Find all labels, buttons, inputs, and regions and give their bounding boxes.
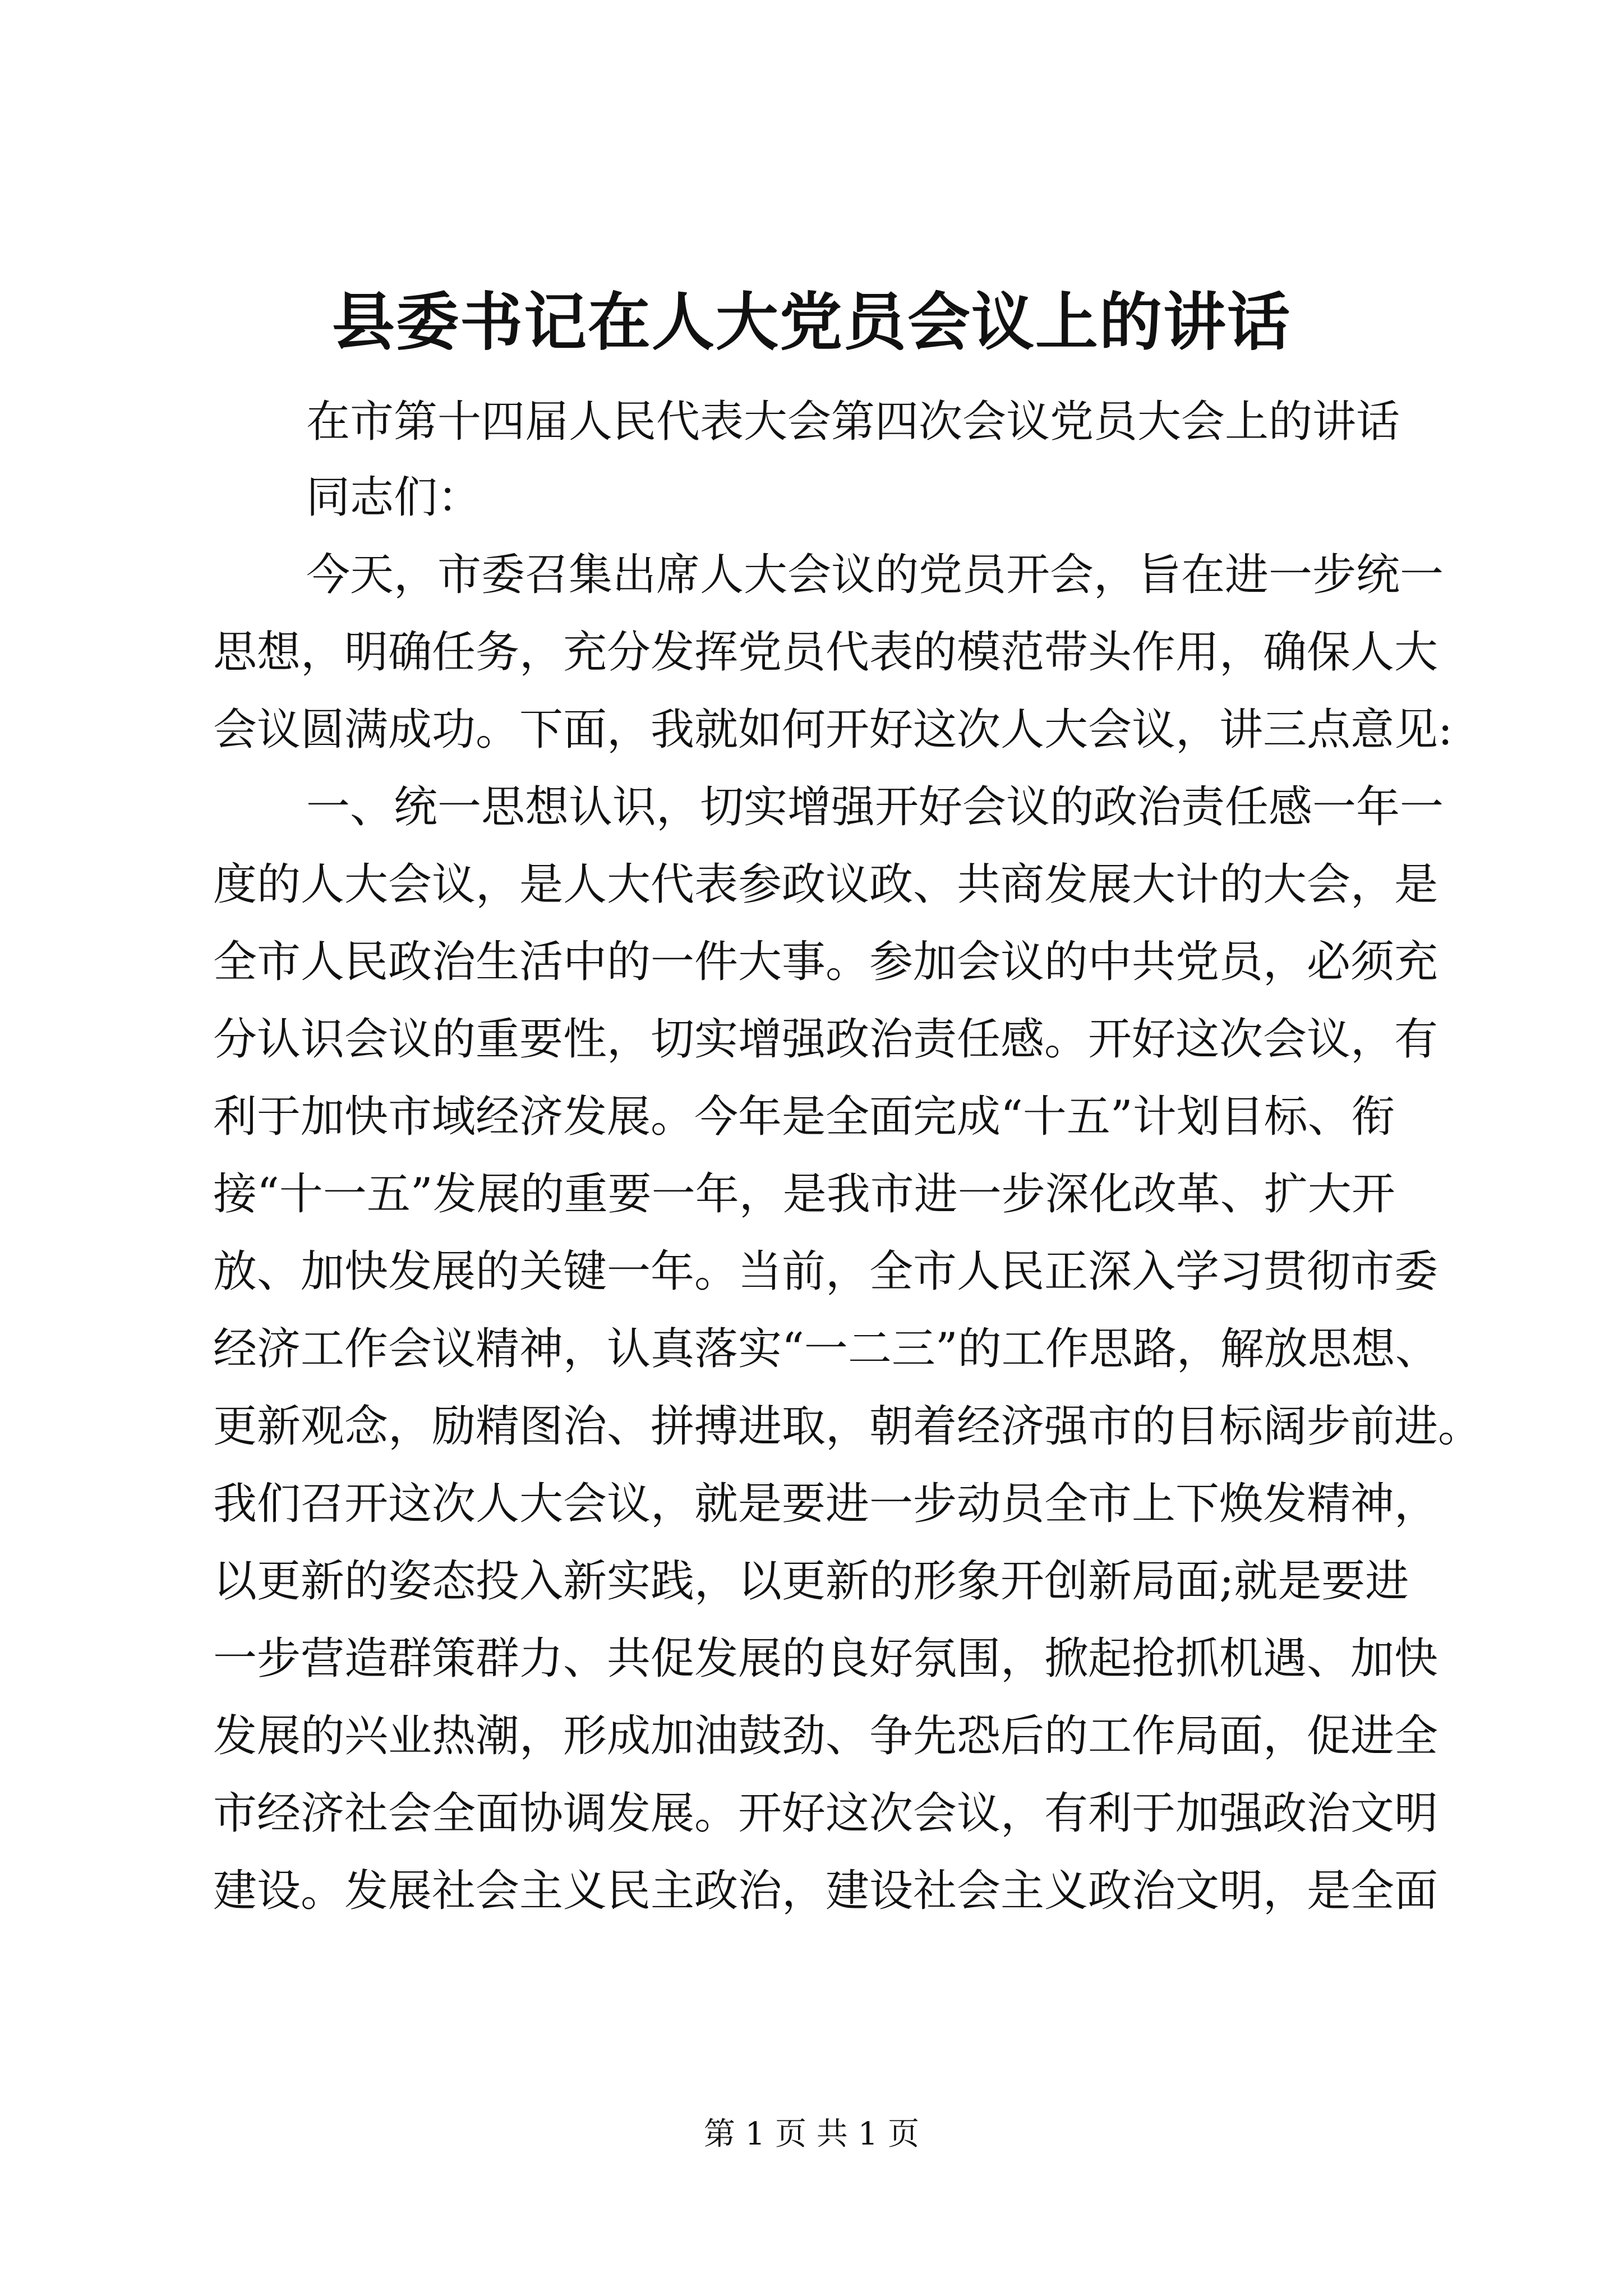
line-text: 接“十一五”发展的重要一年，是我市进一步深化改革、扩大开 (213, 1169, 1395, 1220)
line-text: 以更新的姿态投入新实践，以更新的形象开创新局面;就是要进 (213, 1556, 1409, 1607)
line-text: 度的人大会议，是人大代表参政议政、共商发展大计的大会，是 (213, 859, 1438, 910)
line-text: 今天，市委召集出席人大会议的党员开会，旨在进一步统一 (306, 550, 1444, 600)
line-text: 一步营造群策群力、共促发展的良好氛围，掀起抢抓机遇、加快 (213, 1634, 1438, 1684)
line-text: 市经济社会全面协调发展。开好这次会议，有利于加强政治文明 (213, 1788, 1438, 1839)
line-text: 分认识会议的重要性，切实增强政治责任感。开好这次会议，有 (213, 1014, 1438, 1065)
line-text: 全市人民政治生活中的一件大事。参加会议的中共党员，必须充 (213, 937, 1438, 987)
line-text: 思想，明确任务，充分发挥党员代表的模范带头作用，确保人大 (213, 627, 1438, 678)
line-text: 我们召开这次人大会议，就是要进一步动员全市上下焕发精神， (213, 1479, 1438, 1529)
line-text: 放、加快发展的关键一年。当前，全市人民正深入学习贯彻市委 (213, 1246, 1438, 1297)
line-text: 一、统一思想认识，切实增强开好会议的政治责任感一年一 (306, 782, 1444, 832)
document-title: 县委书记在人大党员会议上的讲话 (332, 286, 1291, 359)
subtitle-text: 在市第十四届人民代表大会第四次会议党员大会上的讲话 (306, 397, 1400, 447)
line-text: 经济工作会议精神，认真落实“一二三”的工作思路，解放思想、 (213, 1324, 1439, 1374)
line-text: 会议圆满成功。下面，我就如何开好这次人大会议，讲三点意见: (213, 705, 1453, 755)
page-footer: 第 1 页 共 1 页 (703, 2116, 920, 2152)
line-text: 更新观念，励精图治、拼搏进取，朝着经济强市的目标阔步前进。 (213, 1401, 1482, 1452)
salutation-text: 同志们： (306, 472, 482, 523)
line-text: 发展的兴业热潮，形成加油鼓劲、争先恐后的工作局面，促进全 (213, 1711, 1438, 1761)
line-text: 建设。发展社会主义民主政治，建设社会主义政治文明，是全面 (213, 1866, 1438, 1916)
line-text: 利于加快市域经济发展。今年是全面完成“十五”计划目标、衔 (213, 1092, 1395, 1142)
